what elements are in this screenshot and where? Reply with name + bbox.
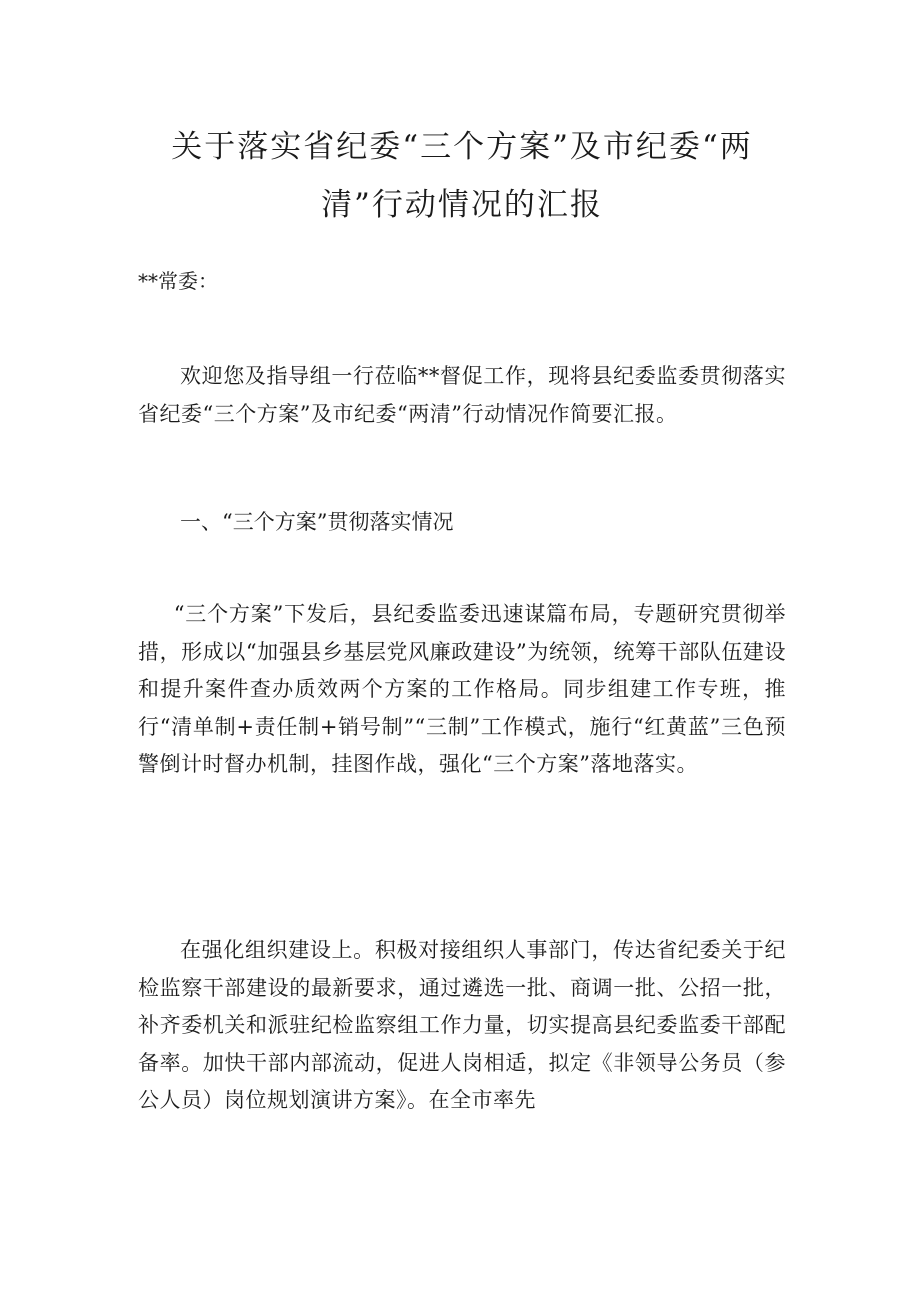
section-body-paragraph: “三个方案”下发后，县纪委监委迅速谋篇布局，专题研究贯彻举措，形成以“加强县乡基层党风廉政建设”为统领，统筹干部队伍建设和提升案件查办质效两个方案的工作格局。同步组建工作专班，推行“清单制+责任制+销号制”“三制”工作模式，施行“红黄蓝”三色预警倒计时督办机制，挂图作战，强化“三个方案”落地落实。 [138, 602, 786, 777]
section-heading: 一、“三个方案”贯彻落实情况 [180, 510, 454, 534]
intro-paragraph: 欢迎您及指导组一行莅临**督促工作，现将县纪委监委贯彻落实省纪委“三个方案”及市纪委“两清”行动情况作简要汇报。 [138, 364, 786, 426]
document-title: 关于落实省纪委“三个方案”及市纪委“两清”行动情况的汇报 [171, 129, 753, 223]
organization-building-paragraph: 在强化组织建设上。积极对接组织人事部门，传达省纪委关于纪检监察干部建设的最新要求，通过遴选一批、商调一批、公招一批，补齐委机关和派驻纪检监察组工作力量，切实提高县纪委监委干部配备率。加快干部内部流动，促进人岗相适，拟定《非领导公务员（参公人员）岗位规划演讲方案》。在全市率先 [138, 938, 786, 1113]
salutation: **常委： [138, 269, 218, 293]
